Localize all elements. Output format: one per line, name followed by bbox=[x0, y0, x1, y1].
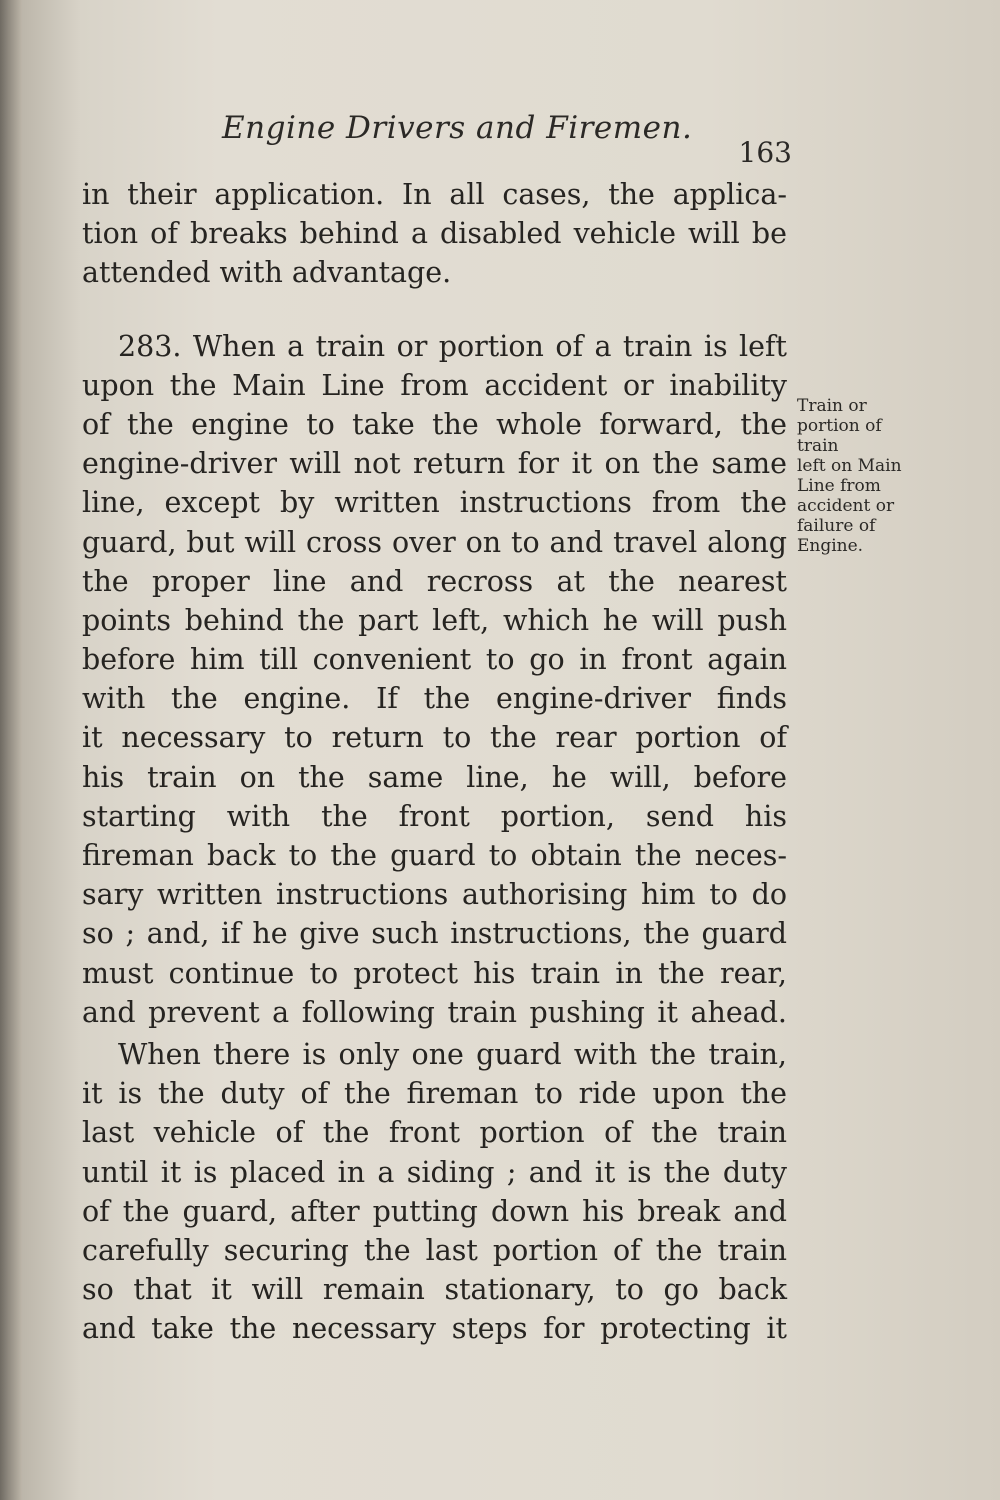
text-line: carefully securing the last portion of the train bbox=[82, 1233, 787, 1267]
text-line: it necessary to return to the rear portion of bbox=[82, 721, 787, 755]
text-line: must continue to protect his train in the rear, bbox=[82, 956, 787, 990]
margin-note-line: train bbox=[797, 436, 839, 456]
text-line: until it is placed in a siding ; and it is the duty bbox=[82, 1155, 787, 1189]
text-line: upon the Main Line from accident or inability bbox=[82, 368, 787, 402]
text-line: before him till convenient to go in front again bbox=[82, 643, 787, 677]
margin-note-line: failure of bbox=[797, 516, 876, 536]
margin-note-line: Engine. bbox=[797, 536, 864, 556]
text-line: the proper line and recross at the nearest bbox=[82, 564, 787, 598]
text-line: engine-driver will not return for it on the same bbox=[82, 447, 787, 481]
text-line: and take the necessary steps for protecting it bbox=[82, 1312, 787, 1346]
text-line: of the guard, after putting down his break and bbox=[82, 1194, 787, 1228]
text-line: tion of breaks behind a disabled vehicle will be bbox=[82, 217, 787, 251]
text-line: attended with advantage. bbox=[82, 256, 452, 290]
margin-note-line: Train or bbox=[797, 396, 867, 416]
book-gutter bbox=[0, 0, 22, 1500]
text-line: of the engine to take the whole forward, the bbox=[82, 407, 787, 441]
book-page bbox=[22, 0, 1000, 1500]
margin-note-line: Line from bbox=[797, 476, 881, 496]
text-line: so ; and, if he give such instructions, the guard bbox=[82, 917, 787, 951]
margin-note bbox=[797, 396, 957, 556]
text-line: it is the duty of the fireman to ride upon the bbox=[82, 1077, 787, 1111]
text-line: 283. When a train or portion of a train is left bbox=[118, 329, 787, 363]
text-line: points behind the part left, which he will push bbox=[82, 603, 787, 637]
page-number: 163 bbox=[738, 136, 792, 169]
margin-note-line: portion of bbox=[797, 416, 882, 436]
text-line: guard, but will cross over on to and travel along bbox=[82, 525, 787, 559]
text-line: his train on the same line, he will, before bbox=[82, 760, 787, 794]
text-line: sary written instructions authorising him to do bbox=[82, 878, 787, 912]
text-line: fireman back to the guard to obtain the neces- bbox=[82, 839, 787, 872]
running-head-title: Engine Drivers and Firemen. bbox=[222, 110, 693, 146]
margin-note-line: accident or bbox=[797, 496, 895, 516]
text-line: last vehicle of the front portion of the train bbox=[82, 1116, 787, 1150]
text-line: and prevent a following train pushing it ahead. bbox=[82, 995, 787, 1029]
running-head bbox=[192, 110, 792, 169]
text-line: so that it will remain stationary, to go back bbox=[82, 1273, 787, 1307]
margin-note-line: left on Main bbox=[797, 456, 902, 476]
paragraph-gap bbox=[82, 293, 787, 327]
text-line: When there is only one guard with the train, bbox=[118, 1037, 787, 1071]
text-line: with the engine. If the engine-driver finds bbox=[82, 682, 787, 716]
text-line: line, except by written instructions from the bbox=[82, 486, 787, 520]
body-text bbox=[82, 175, 787, 1348]
text-line: in their application. In all cases, the applica- bbox=[82, 178, 787, 211]
text-line: starting with the front portion, send his bbox=[82, 799, 787, 833]
